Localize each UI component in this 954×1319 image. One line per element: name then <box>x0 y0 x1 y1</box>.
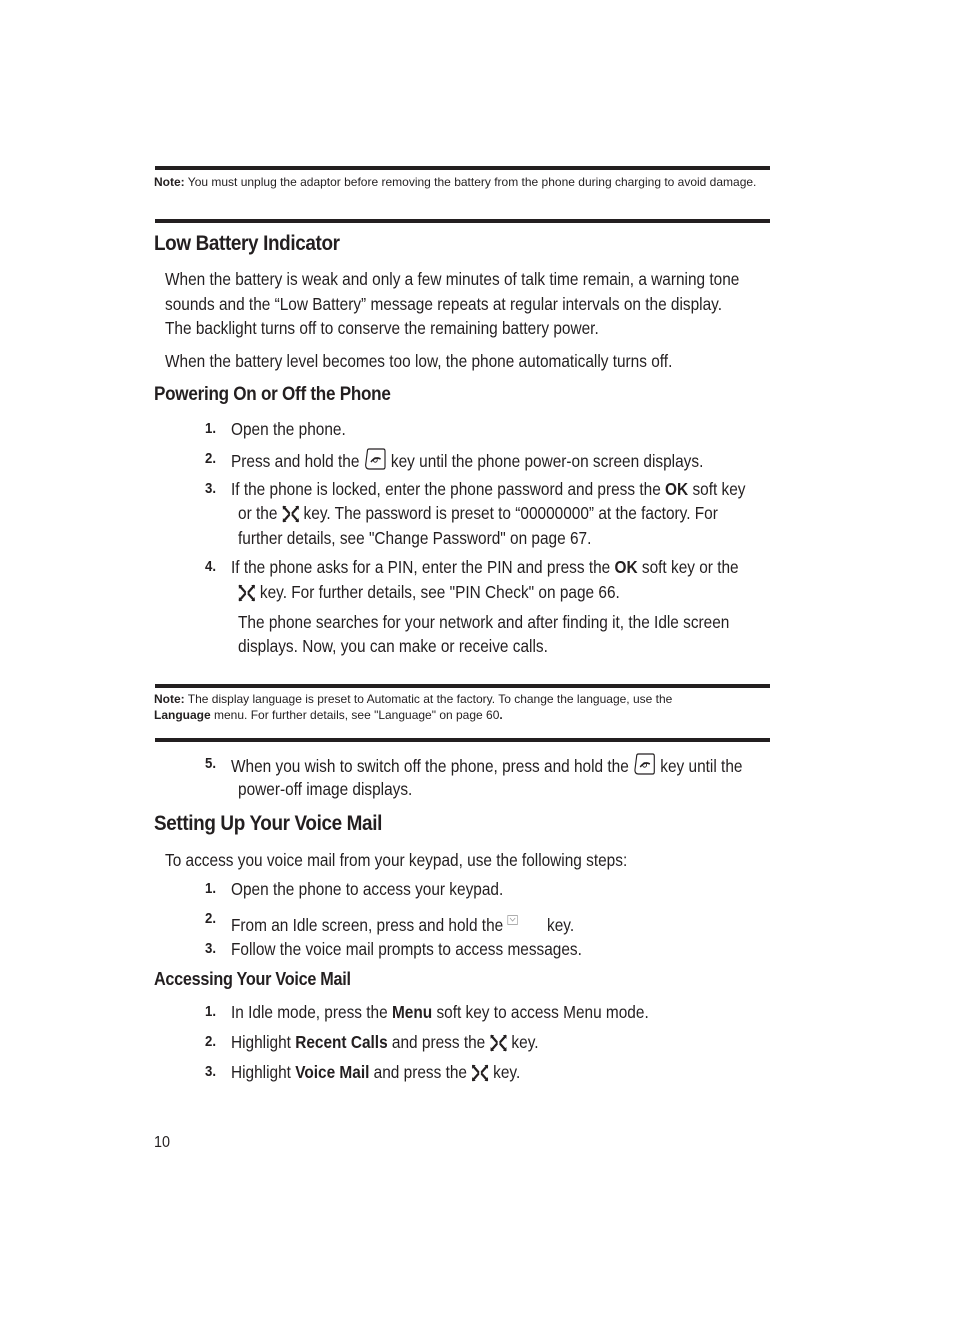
voice-mail-intro: To access you voice mail from your keypad, use the following steps: <box>165 850 628 870</box>
voicemail-step-3: Follow the voice mail prompts to access messages. <box>231 939 582 959</box>
power-step-4-line-1: If the phone asks for a PIN, enter the PIN and press the OK soft key or the <box>231 557 739 577</box>
step-number: 3. <box>205 940 217 957</box>
step-number: 3. <box>205 1063 217 1080</box>
power-step-1: Open the phone. <box>231 419 346 439</box>
navigation-select-key-icon <box>471 1064 489 1089</box>
accessing-step-2: Highlight Recent Calls and press the key. <box>231 1030 539 1059</box>
heading-powering-on-off: Powering On or Off the Phone <box>154 384 391 405</box>
voicemail-1-key-icon <box>508 907 543 932</box>
power-step-3-line-1: If the phone is locked, enter the phone password and press the OK soft key <box>231 479 746 499</box>
step-number: 1. <box>205 420 217 437</box>
power-step-3-line-3: further details, see "Change Password" on page 67. <box>238 528 592 548</box>
power-step-3-line-2: or the key. The password is preset to “00000000” at the factory. For <box>238 501 718 530</box>
step-number: 1. <box>205 1003 217 1020</box>
note-top-rule <box>155 166 770 170</box>
low-battery-paragraph-2: When the battery level becomes too low, the phone automatically turns off. <box>165 351 673 371</box>
heading-accessing-voice-mail: Accessing Your Voice Mail <box>154 969 351 989</box>
step-number: 2. <box>205 910 217 927</box>
step-number: 1. <box>205 880 217 897</box>
note-display-language: Note: The display language is preset to Automatic at the factory. To change the language, use the Language menu. For further details, see "Language" on page 60. <box>154 692 673 722</box>
step-number: 4. <box>205 558 217 575</box>
note-unplug-adaptor: Note: You must unplug the adaptor before removing the battery from the phone during charging to avoid damage. <box>154 175 757 189</box>
navigation-select-key-icon <box>238 584 256 609</box>
accessing-step-3: Highlight Voice Mail and press the key. <box>231 1060 520 1089</box>
power-end-key-icon <box>364 447 387 478</box>
voicemail-step-1: Open the phone to access your keypad. <box>231 879 504 899</box>
power-step-5-line-1: When you wish to switch off the phone, press and hold the key until the <box>231 752 742 783</box>
navigation-select-key-icon <box>490 1034 508 1059</box>
note-top-rule <box>155 684 770 688</box>
voicemail-step-2: From an Idle screen, press and hold the key. <box>231 907 574 938</box>
step-number: 3. <box>205 480 217 497</box>
step-number: 5. <box>205 755 217 772</box>
low-battery-paragraph-1: When the battery is weak and only a few minutes of talk time remain, a warning tone sounds and the “Low Battery” message repeats at regular intervals on the display. The backlight turns off to conserve the remaining battery power. <box>165 269 740 338</box>
note-bottom-rule <box>155 738 770 742</box>
step-number: 2. <box>205 1033 217 1050</box>
heading-setting-up-voice-mail: Setting Up Your Voice Mail <box>154 812 382 835</box>
heading-low-battery-indicator: Low Battery Indicator <box>154 232 340 255</box>
power-step-5-line-2: power-off image displays. <box>238 779 413 799</box>
accessing-step-1: In Idle mode, press the Menu soft key to access Menu mode. <box>231 1002 649 1022</box>
power-step-4-line-4: displays. Now, you can make or receive calls. <box>238 636 548 656</box>
power-step-4-line-2: key. For further details, see "PIN Check" on page 66. <box>238 580 620 609</box>
note-bottom-rule <box>155 219 770 223</box>
step-number: 2. <box>205 450 217 467</box>
power-step-2: Press and hold the key until the phone power-on screen displays. <box>231 447 703 478</box>
page-number: 10 <box>154 1134 171 1151</box>
power-step-4-line-3: The phone searches for your network and after finding it, the Idle screen <box>238 612 730 632</box>
power-end-key-icon <box>633 752 656 783</box>
